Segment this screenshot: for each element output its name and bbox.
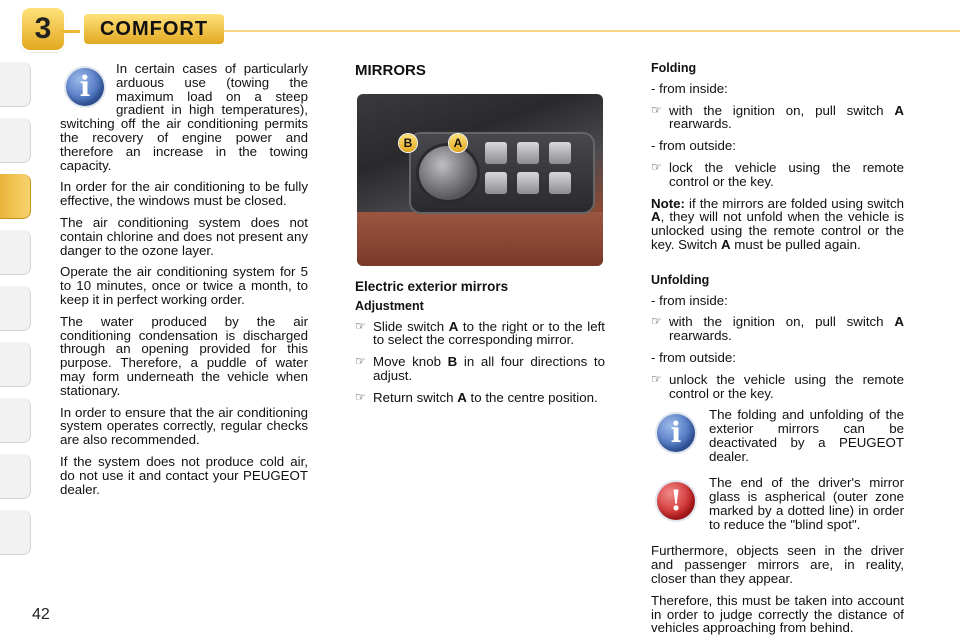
paragraph: In order for the air conditioning to be fully effective, the windows must be closed. — [60, 179, 308, 209]
paragraph: Operate the air conditioning system for 5 to 10 minutes, once or twice a month, to keep it in perfect working order. — [60, 264, 308, 307]
adjustment-step: ☞ Slide switch A to the right or to the left to select the corresponding mirror. — [355, 318, 605, 348]
info-icon: i — [657, 414, 695, 452]
info-icon: i — [66, 68, 104, 106]
page-header — [0, 0, 960, 56]
chapter-tab-5[interactable] — [0, 286, 31, 331]
chapter-tab-9[interactable] — [0, 510, 31, 555]
chapter-title: COMFORT — [84, 14, 224, 44]
warning-icon: ! — [657, 482, 695, 520]
column-air-conditioning-notes — [60, 62, 308, 504]
folding-note: Note: if the mirrors are folded using switch A, they will not unfold when the vehicle is unlocked using the remote control or the key. Switch A must be pulled again. — [651, 195, 904, 252]
window-switch — [517, 142, 539, 164]
folding-outside-step: ☞ lock the vehicle using the remote control or the key. — [651, 159, 904, 189]
chapter-tab-7[interactable] — [0, 398, 31, 443]
paragraph: Furthermore, objects seen in the driver and passenger mirrors are, in reality, closer than they appear. — [651, 543, 904, 586]
adjustment-step: ☞ Return switch A to the centre position. — [355, 389, 598, 405]
folding-outside-label: - from outside: — [651, 138, 736, 154]
window-switch — [517, 172, 539, 194]
pointing-hand-icon: ☞ — [651, 314, 662, 329]
chapter-tabs — [0, 62, 34, 574]
warning-note: ! The end of the driver's mirror glass is aspherical (outer zone marked by a dotted line) in order to reduce the "blind spot". — [651, 476, 904, 536]
door-trim — [357, 212, 603, 266]
adjustment-title: Adjustment — [355, 298, 424, 313]
pointing-hand-icon: ☞ — [355, 354, 366, 369]
subsection-title: Electric exterior mirrors — [355, 279, 509, 294]
folding-inside-label: - from inside: — [651, 80, 728, 96]
chapter-tab-1[interactable] — [0, 62, 31, 107]
paragraph: Therefore, this must be taken into account in order to judge correctly the distance of vehicles approaching from behind. — [651, 592, 904, 636]
column-mirrors — [355, 62, 605, 413]
unfolding-title: Unfolding — [651, 272, 710, 287]
warning-icon-wrapper — [651, 476, 705, 536]
chapter-tab-8[interactable] — [0, 454, 31, 499]
section-title: MIRRORS — [355, 62, 426, 79]
unfolding-outside-label: - from outside: — [651, 349, 736, 365]
folding-inside-step: ☞ with the ignition on, pull switch A rearwards. — [651, 102, 904, 132]
paragraph: The air conditioning system does not contain chlorine and does not present any danger to the ozone layer. — [60, 214, 308, 258]
pointing-hand-icon: ☞ — [355, 318, 366, 333]
intro-paragraph: i In certain cases of particularly arduous use (towing the maximum load on a steep gradient in high temperatures), switching off the air conditioning permits the recovery of engine power and therefore an increase in the towing capacity. — [60, 61, 308, 173]
chapter-tab-6[interactable] — [0, 342, 31, 387]
adjustment-step: ☞ Move knob B in all four directions to adjust. — [355, 354, 605, 383]
pointing-hand-icon: ☞ — [355, 389, 366, 404]
pointing-hand-icon: ☞ — [651, 159, 662, 174]
mirror-controls-photo — [357, 94, 603, 266]
label-a-marker: A — [449, 134, 467, 152]
paragraph: The water produced by the air conditioning condensation is discharged through an opening provided for this purpose. Therefore, a puddle of water may form underneath the vehicle when stationary. — [60, 313, 308, 398]
chapter-number-badge: 3 — [22, 8, 64, 50]
chapter-tab-4[interactable] — [0, 230, 31, 275]
window-switch — [549, 172, 571, 194]
window-switch — [485, 142, 507, 164]
column-folding — [651, 62, 904, 643]
window-switch — [549, 142, 571, 164]
paragraph: In order to ensure that the air conditioning system operates correctly, regular checks are also recommended. — [60, 404, 308, 448]
unfolding-inside-step: ☞ with the ignition on, pull switch A rearwards. — [651, 314, 904, 344]
mirror-knob-b — [419, 146, 477, 200]
info-note: i The folding and unfolding of the exterior mirrors can be deactivated by a PEUGEOT dealer. — [651, 408, 904, 468]
unfolding-inside-label: - from inside: — [651, 292, 728, 308]
pointing-hand-icon: ☞ — [651, 371, 662, 386]
chapter-tab-3-active[interactable] — [0, 174, 31, 219]
unfolding-outside-step: ☞ unlock the vehicle using the remote control or the key. — [651, 371, 904, 401]
page-number: 42 — [32, 606, 50, 623]
folding-title: Folding — [651, 61, 697, 75]
header-rule — [224, 30, 960, 32]
label-b-marker: B — [399, 134, 417, 152]
info-icon-wrapper — [651, 408, 705, 468]
chapter-tab-2[interactable] — [0, 118, 31, 163]
window-switch — [485, 172, 507, 194]
info-icon-wrapper — [60, 62, 112, 116]
paragraph: If the system does not produce cold air, do not use it and contact your PEUGEOT dealer. — [60, 453, 308, 497]
pointing-hand-icon: ☞ — [651, 102, 662, 117]
header-connector — [60, 30, 80, 47]
